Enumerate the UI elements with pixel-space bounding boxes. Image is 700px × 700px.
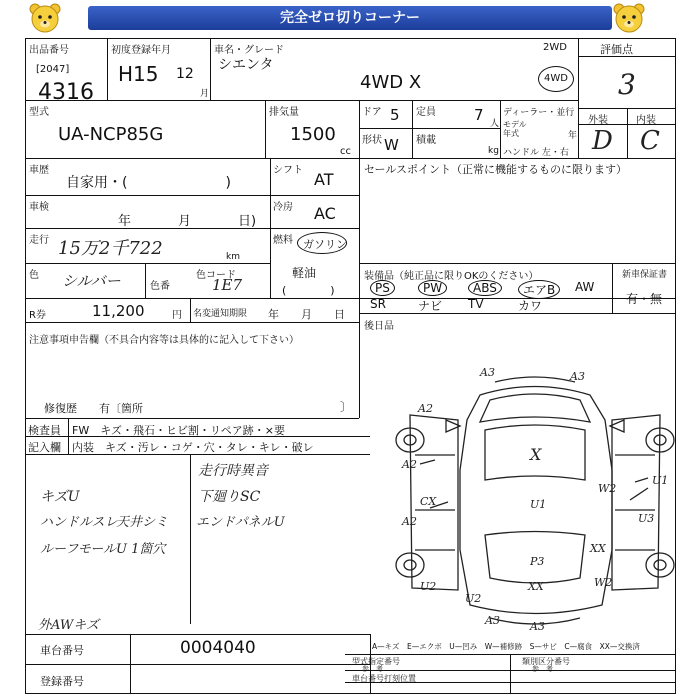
shape-label: 形状 xyxy=(362,135,382,146)
note-underbody: 下廻りSC xyxy=(198,489,261,505)
inspection-year-label: 年 xyxy=(118,214,132,229)
inspection-day-label: 日) xyxy=(238,214,257,229)
cc-unit: cc xyxy=(340,146,351,157)
chassis-label: 車台番号 xyxy=(40,644,84,657)
svg-text:XX: XX xyxy=(528,580,544,593)
interior-label: 内装 xyxy=(636,115,656,126)
exterior-label: 外装 xyxy=(588,115,608,126)
chassis-position-label: 車台番号打刻位置 xyxy=(352,674,416,683)
equipment-item: AW xyxy=(575,280,595,294)
inspection-month-label: 月 xyxy=(178,214,192,229)
grade: 4WD X xyxy=(360,72,422,93)
color: シルバー xyxy=(62,272,121,290)
registration-month: 12 xyxy=(176,66,194,82)
displacement: 1500 xyxy=(290,124,336,145)
load-label: 積載 xyxy=(416,135,436,146)
svg-text:U3: U3 xyxy=(638,512,655,525)
svg-text:U1: U1 xyxy=(652,474,669,487)
sales-point-label: セールスポイント（正常に機能するものに限ります） xyxy=(364,163,628,176)
doors-label: ドア xyxy=(362,107,382,118)
fw-row: FW キズ・飛石・ヒビ割・リペア跡・×要 xyxy=(72,424,285,437)
svg-text:W2: W2 xyxy=(598,482,617,495)
lot-number: 4316 xyxy=(38,80,94,105)
bear-mascot-icon xyxy=(612,2,646,36)
fuel-label: 燃料 xyxy=(273,235,293,246)
svg-text:X: X xyxy=(530,445,542,464)
mileage: 15万2千722 xyxy=(58,238,163,259)
note-ceiling-stain: 天井シミ xyxy=(116,515,169,530)
svg-text:CX: CX xyxy=(420,495,437,508)
car-damage-diagram xyxy=(380,360,675,640)
warranty-label: 新車保証書 xyxy=(622,270,668,280)
registration-label: 登録番号 xyxy=(40,675,84,688)
svg-text:A3: A3 xyxy=(570,370,585,383)
month-suffix: 月 xyxy=(200,89,210,99)
shape: W xyxy=(384,136,399,154)
svg-text:U1: U1 xyxy=(530,498,547,511)
inspection-label: 車検 xyxy=(29,202,49,213)
year-unit: 年 xyxy=(568,131,578,141)
note-roof-mold: ルーフモールU 1箇穴 xyxy=(40,542,166,557)
equipment-item: ABS xyxy=(468,280,502,296)
reference-label-2: 参 考 xyxy=(532,665,553,673)
history-label: 車歴 xyxy=(29,165,49,176)
svg-text:U2: U2 xyxy=(420,580,437,593)
svg-text:P3: P3 xyxy=(530,555,545,568)
person-unit: 人 xyxy=(490,119,500,129)
chassis-number: 0004040 xyxy=(180,638,256,658)
note-steering-wear: ハンドルスレ xyxy=(40,515,118,530)
after-parts-label: 後日品 xyxy=(364,321,394,332)
km-unit: km xyxy=(226,252,240,262)
interior-grade: C xyxy=(640,126,660,156)
svg-text:W2: W2 xyxy=(594,576,613,589)
equipment-item: SR xyxy=(370,297,386,311)
recycle-label: R券 xyxy=(29,310,46,321)
capacity: 7 xyxy=(474,106,484,124)
dealer-label: ディーラー・並行 xyxy=(503,108,575,118)
svg-text:A2: A2 xyxy=(418,402,433,415)
4wd-value: 4WD xyxy=(544,73,568,84)
yen-unit: 円 xyxy=(172,310,182,321)
recycle-amount: 11,200 xyxy=(92,302,145,320)
note-end-panel: エンドパネルU xyxy=(196,515,285,530)
model-type-label: 型式 xyxy=(29,107,49,118)
svg-text:U2: U2 xyxy=(465,592,482,605)
damage-legend: A—キズ E—エクボ U—凹み W—補修跡 S—サビ C—腐食 XX—交換済 xyxy=(372,642,640,651)
mileage-label: 走行 xyxy=(29,235,49,246)
svg-text:A3: A3 xyxy=(480,366,495,379)
svg-text:A2: A2 xyxy=(402,515,417,528)
equipment-item: カワ xyxy=(518,299,543,313)
score-value: 3 xyxy=(618,68,636,101)
svg-text:A3: A3 xyxy=(485,614,500,627)
aircon-label: 冷房 xyxy=(273,202,293,213)
exterior-grade: D xyxy=(592,126,613,156)
color-label: 色 xyxy=(29,270,39,281)
category-no-label: 類別区分番号 xyxy=(522,657,570,666)
model-cert-label: 型式指定番号 xyxy=(352,657,400,666)
fuel-diesel: 軽油 xyxy=(292,266,317,280)
svg-text:A3: A3 xyxy=(530,620,545,633)
first-registration-label: 初度登録年月 xyxy=(111,45,171,56)
fuel-other: ( ) xyxy=(282,284,335,297)
aircon: AC xyxy=(314,204,336,223)
capacity-label: 定員 xyxy=(416,107,436,118)
equipment-item: PW xyxy=(418,280,447,296)
lot-number-label: 出品番号 xyxy=(29,45,69,56)
entry-label: 記入欄 xyxy=(28,441,61,454)
shift: AT xyxy=(314,170,334,189)
model-year-label: モデル年式 xyxy=(503,120,527,138)
repair-close-bracket: 〕 xyxy=(340,400,353,414)
svg-text:A2: A2 xyxy=(402,458,417,471)
equipment-item: エアB xyxy=(518,280,560,299)
inspector-label: 検査員 xyxy=(28,424,61,437)
handle-label: ハンドル 左・右 xyxy=(503,148,569,158)
note-scratch: キズU xyxy=(40,489,80,505)
fuel-gasoline: ガソリン xyxy=(303,238,347,251)
banner-title: 完全ゼロ切りコーナー xyxy=(88,6,612,30)
equipment-item: ナビ xyxy=(418,299,443,313)
equipment-item: PS xyxy=(370,280,395,296)
2wd-label: 2WD xyxy=(543,42,567,53)
history: 自家用・( ) xyxy=(66,175,231,191)
equipment-list xyxy=(364,280,612,314)
notice-date-label: 名変通知期限 xyxy=(193,309,248,319)
car-name-label: 車名・グレード xyxy=(214,45,284,56)
bear-mascot-icon xyxy=(28,2,62,36)
warranty: 有・無 xyxy=(626,292,663,306)
score-label: 評価点 xyxy=(600,43,633,56)
note-abnormal-noise: 走行時異音 xyxy=(198,463,268,479)
interior-row: 内装 キズ・汚レ・コゲ・穴・タレ・キレ・破レ xyxy=(72,441,314,454)
equipment-item: TV xyxy=(468,297,484,311)
reference-label: 参 考 xyxy=(362,665,383,673)
equipment-label: 装備品（純正品に限りOKのください） xyxy=(364,271,539,282)
lot-number-small: [2047] xyxy=(36,64,70,75)
color-code: 1E7 xyxy=(212,276,243,294)
car-name: シエンタ xyxy=(218,57,274,73)
note-outer-aw: 外AWキズ xyxy=(38,618,99,633)
displacement-label: 排気量 xyxy=(269,107,299,118)
model-type: UA-NCP85G xyxy=(58,124,164,145)
repair-history: 修復歴 有〔箇所 xyxy=(44,402,143,415)
registration-year: H15 xyxy=(118,62,159,86)
notes-label: 注意事項申告欄（不具合内容等は具体的に記入して下さい） xyxy=(29,335,299,346)
svg-text:XX: XX xyxy=(590,542,606,555)
notice-date: 年 月 日 xyxy=(268,308,345,321)
color-code-header: 色番 xyxy=(150,281,170,292)
color-code-label: 色コード xyxy=(196,270,236,281)
kg-unit: kg xyxy=(488,146,499,156)
doors: 5 xyxy=(390,106,400,124)
shift-label: シフト xyxy=(273,165,303,176)
